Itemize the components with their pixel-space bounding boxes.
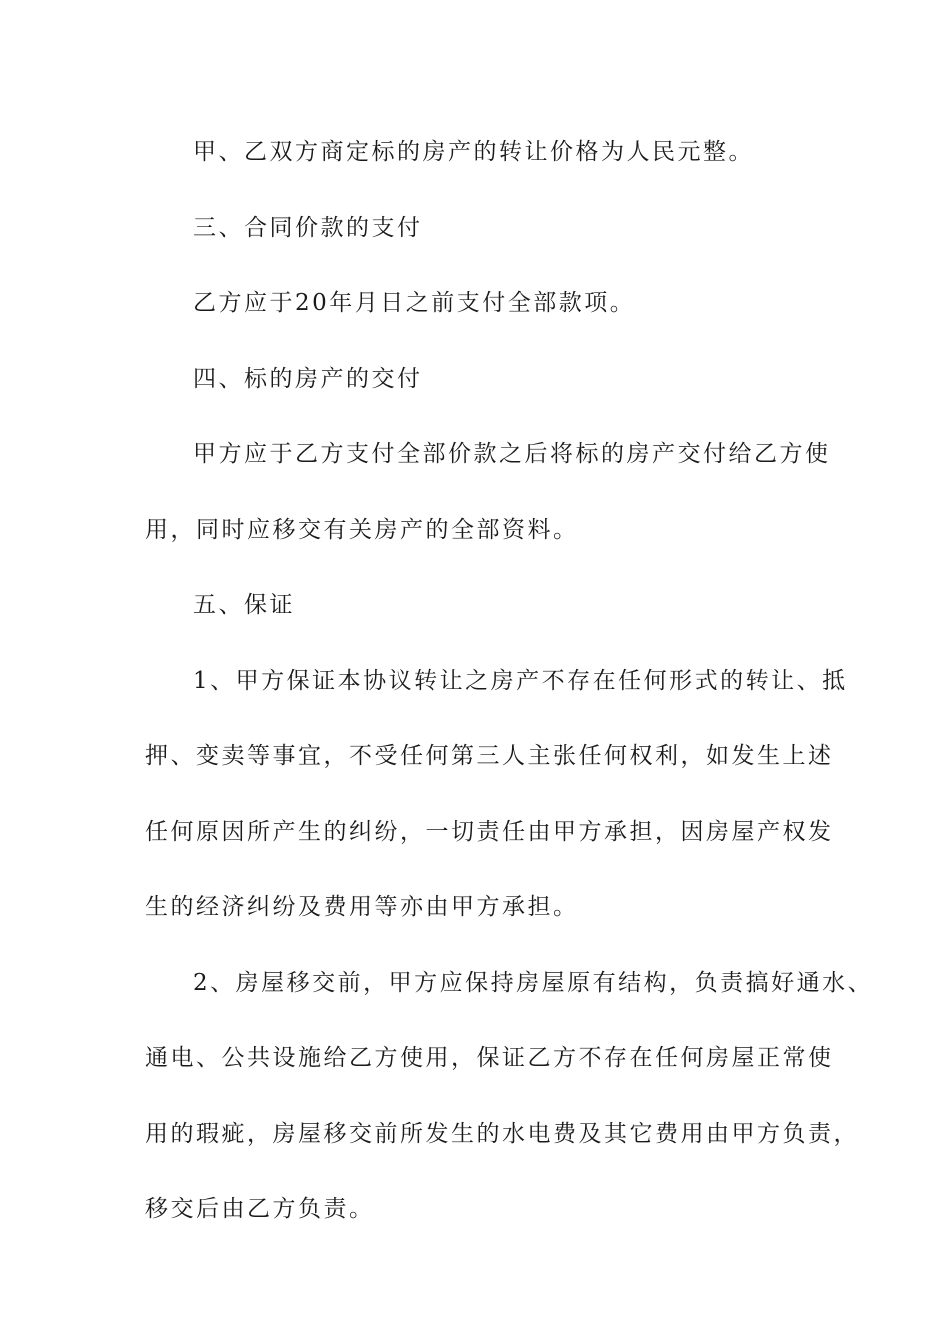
clause-2-line: 用的瑕疵，房屋移交前所发生的水电费及其它费用由甲方负责， [145,1120,859,1147]
paragraph-delivery-line: 甲方应于乙方支付全部价款之后将标的房产交付给乙方使 [193,441,831,467]
clause-2-line: 移交后由乙方负责。 [145,1196,375,1222]
paragraph-price: 甲、乙双方商定标的房产的转让价格为人民元整。 [193,139,754,165]
section-heading-guarantee: 五、保证 [193,592,295,618]
clause-1-line: 生的经济纠纷及费用等亦由甲方承担。 [145,894,579,920]
clause-1-line: 任何原因所产生的纠纷，一切责任由甲方承担，因房屋产权发 [145,818,834,845]
paragraph-delivery-line: 用，同时应移交有关房产的全部资料。 [145,516,579,543]
clause-2-line: 2、房屋移交前，甲方应保持房屋原有结构，负责搞好通水、 [193,969,874,996]
clause-1-line: 押、变卖等事宜，不受任何第三人主张任何权利，如发生上述 [145,743,834,769]
clause-2-line: 通电、公共设施给乙方使用，保证乙方不存在任何房屋正常使 [145,1045,834,1071]
paragraph-payment: 乙方应于20年月日之前支付全部款项。 [193,290,636,316]
section-heading-delivery: 四、标的房产的交付 [193,365,423,392]
section-heading-payment: 三、合同价款的支付 [193,214,423,241]
document-body [145,126,874,1259]
clause-1-line: 1、甲方保证本协议转让之房产不存在任何形式的转让、抵 [193,667,848,694]
